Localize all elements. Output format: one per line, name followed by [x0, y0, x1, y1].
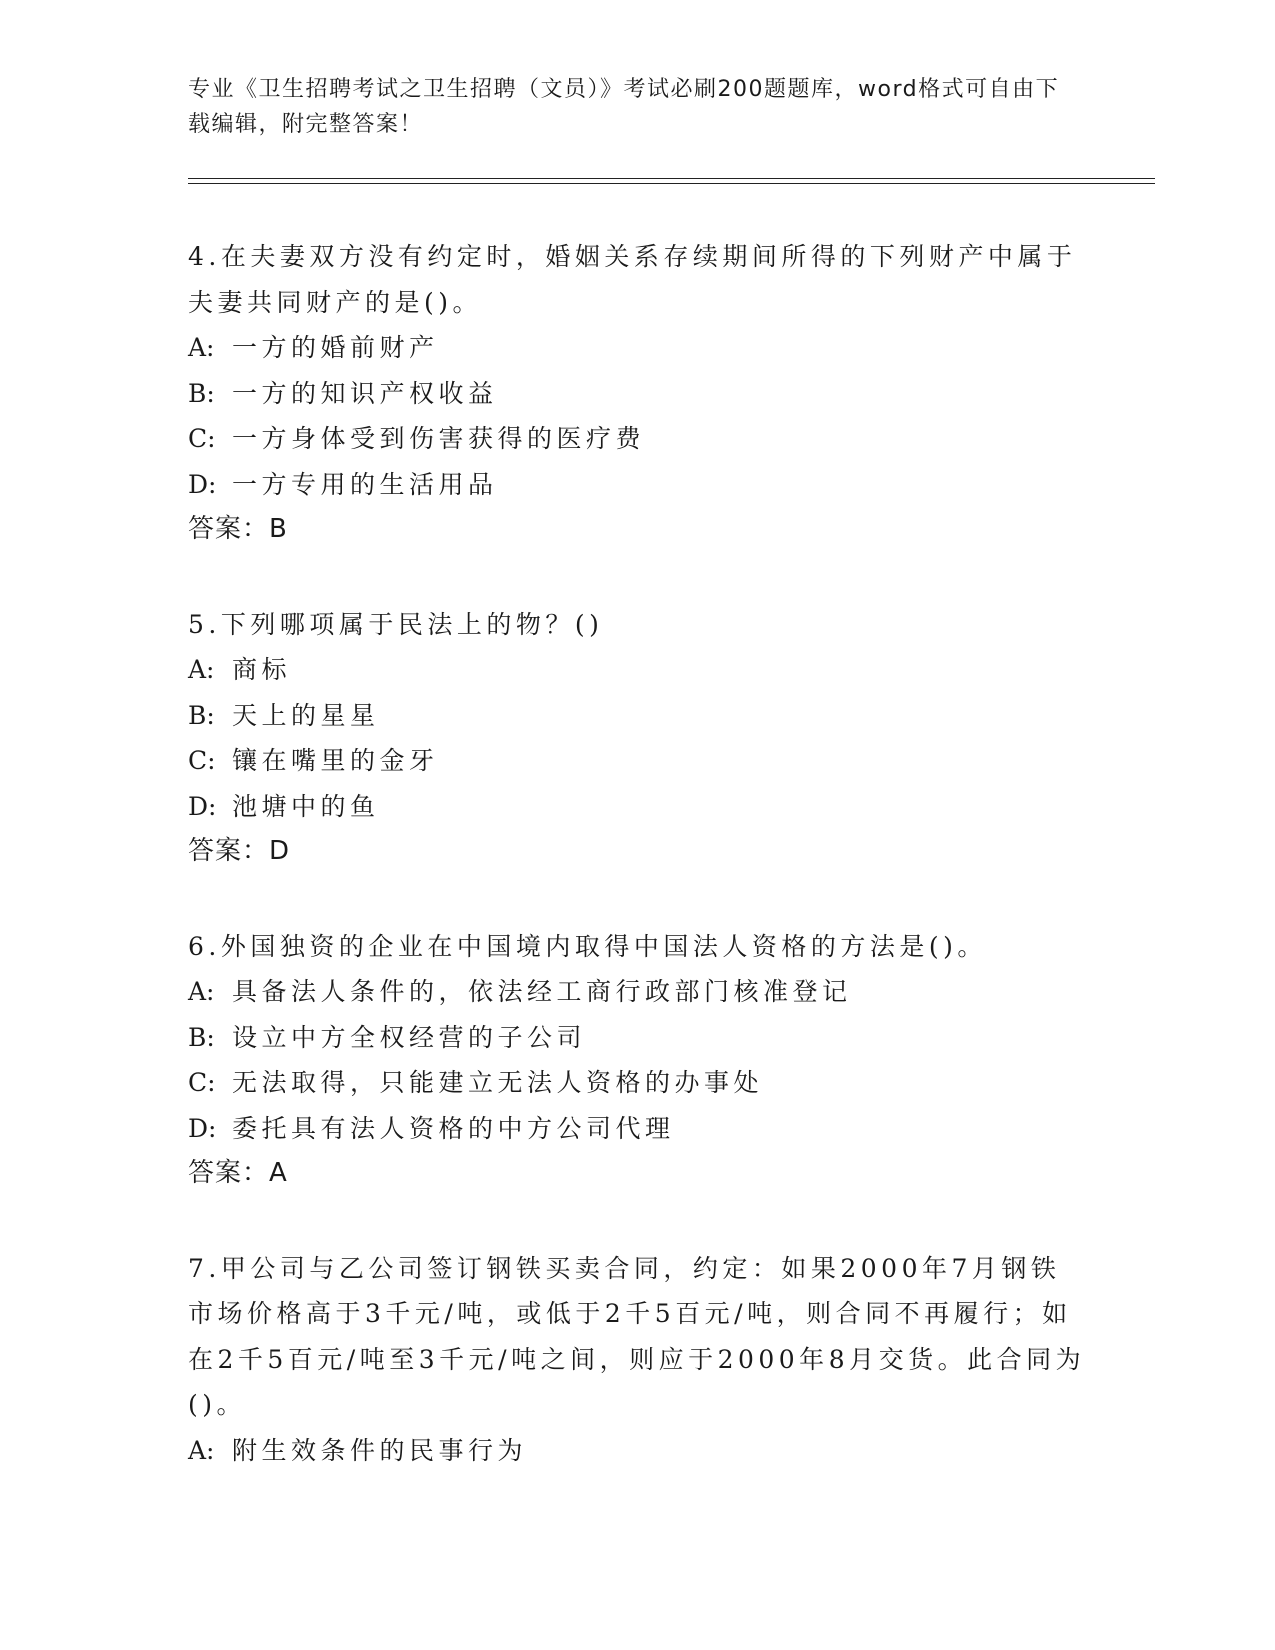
- option-key: C:: [188, 1068, 216, 1097]
- question-7: [188, 1246, 1088, 1474]
- option-d: [188, 1106, 1088, 1152]
- option-a: [188, 1428, 1088, 1474]
- question-6: [188, 924, 1088, 1197]
- question-stem: 7.甲公司与乙公司签订钢铁买卖合同，约定：如果2000年7月钢铁市场价格高于3千元/吨，或低于2千5百元/吨，则合同不再履行；如在2千5百元/吨至3千元/吨之间，则应于2000年8月交货。此合同为()。: [188, 1253, 1086, 1419]
- option-key: D:: [188, 469, 217, 499]
- header-divider-bottom: [188, 183, 1155, 184]
- option-text: 一方的知识产权收益: [232, 378, 498, 408]
- option-key: A:: [188, 977, 215, 1006]
- option-b: [188, 693, 1088, 739]
- header-divider-top: [188, 178, 1155, 179]
- option-text: 委托具有法人资格的中方公司代理: [232, 1113, 675, 1143]
- answer-line: 答案：A: [188, 1158, 288, 1188]
- option-text: 一方的婚前财产: [232, 333, 439, 362]
- option-key: B:: [188, 700, 215, 730]
- option-text: 一方专用的生活用品: [232, 469, 498, 499]
- option-text: 附生效条件的民事行为: [232, 1435, 528, 1465]
- option-key: C:: [188, 746, 216, 775]
- option-a: [188, 325, 1088, 371]
- option-key: B:: [188, 378, 215, 408]
- answer-line: 答案：B: [188, 514, 288, 544]
- question-stem: 6.外国独资的企业在中国境内取得中国法人资格的方法是()。: [188, 931, 987, 961]
- option-text: 无法取得，只能建立无法人资格的办事处: [232, 1068, 764, 1097]
- option-c: [188, 416, 1088, 462]
- option-text: 镶在嘴里的金牙: [232, 746, 439, 775]
- option-b: [188, 371, 1088, 417]
- option-c: [188, 738, 1088, 784]
- option-text: 设立中方全权经营的子公司: [232, 1022, 587, 1052]
- option-text: 一方身体受到伤害获得的医疗费: [232, 424, 646, 453]
- option-text: 具备法人条件的，依法经工商行政部门核准登记: [232, 977, 852, 1006]
- document-intro: 专业《卫生招聘考试之卫生招聘（文员）》考试必刷200题题库，word格式可自由下载编辑，附完整答案！: [188, 77, 1060, 137]
- question-4: [188, 234, 1088, 553]
- option-key: A:: [188, 1435, 215, 1465]
- question-stem: 4.在夫妻双方没有约定时，婚姻关系存续期间所得的下列财产中属于夫妻共同财产的是()。: [188, 242, 1077, 317]
- question-stem: 5.下列哪项属于民法上的物？(): [188, 609, 604, 639]
- option-key: B:: [188, 1022, 215, 1052]
- option-text: 商标: [232, 655, 292, 684]
- option-c: [188, 1060, 1088, 1106]
- option-d: [188, 784, 1088, 830]
- option-key: D:: [188, 1113, 217, 1143]
- option-b: [188, 1015, 1088, 1061]
- option-a: [188, 647, 1088, 693]
- answer-line: 答案：D: [188, 836, 291, 866]
- option-d: [188, 462, 1088, 508]
- option-key: A:: [188, 333, 215, 362]
- option-a: [188, 969, 1088, 1015]
- question-5: [188, 602, 1088, 875]
- question-list: [188, 234, 1088, 1522]
- option-key: C:: [188, 424, 216, 453]
- option-key: A:: [188, 655, 215, 684]
- option-key: D:: [188, 791, 217, 821]
- option-text: 天上的星星: [232, 700, 380, 730]
- option-text: 池塘中的鱼: [232, 791, 380, 821]
